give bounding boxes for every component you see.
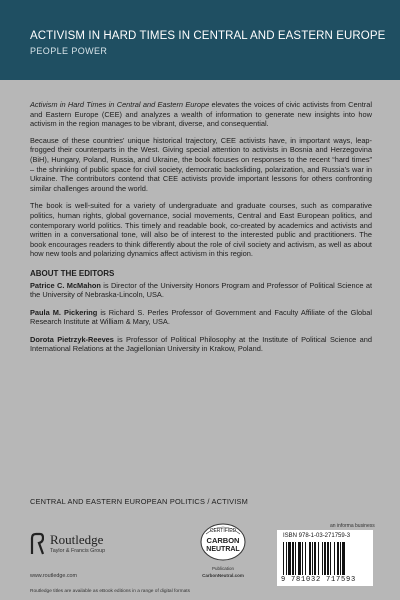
ebook-footnote: Routledge titles are available as eBook editions in a range of digital formats bbox=[30, 589, 190, 594]
barcode-bar bbox=[314, 542, 316, 575]
routledge-r-icon bbox=[30, 532, 44, 556]
editor-name: Paula M. Pickering bbox=[30, 307, 98, 317]
barcode-bar bbox=[324, 542, 326, 575]
carbon-neutral-badge-icon bbox=[198, 520, 248, 565]
barcode-bar bbox=[309, 542, 311, 575]
barcode-digits: 9 781032 717593 bbox=[281, 576, 357, 584]
series-line: CENTRAL AND EASTERN EUROPEAN POLITICS / ACTIVISM bbox=[30, 497, 248, 506]
editor-bio bbox=[30, 335, 372, 354]
barcode-bar bbox=[327, 542, 329, 575]
blurb bbox=[30, 100, 372, 362]
editor-name: Dorota Pietrzyk-Reeves bbox=[30, 334, 114, 344]
publisher-logo bbox=[30, 530, 160, 590]
publisher-url: www.routledge.com bbox=[30, 573, 78, 579]
carbon-publication-label: Publication bbox=[211, 566, 234, 571]
barcode-bar bbox=[342, 542, 345, 575]
blurb-title-italic: Activism in Hard Times in Central and Eastern Europe bbox=[30, 100, 210, 109]
barcode-bar bbox=[337, 542, 339, 575]
blurb-paragraph-1-text: elevates the voices of civic activists from Central and Eastern Europe (CEE) and analyzes a wealth of information to generate new insights into how activism in the region manages to be vibrant, diverse, and consequential. bbox=[30, 100, 372, 129]
book-title: ACTIVISM IN HARD TIMES IN CENTRAL AND EASTERN EUROPE bbox=[30, 30, 386, 42]
barcode-bar bbox=[286, 542, 287, 575]
blurb-paragraph-1 bbox=[30, 100, 372, 129]
barcode-bar bbox=[305, 542, 306, 575]
barcode-bar bbox=[322, 542, 323, 575]
editors-heading: ABOUT THE EDITORS bbox=[30, 268, 115, 278]
barcode-panel bbox=[277, 530, 373, 586]
editor-bio-text: is Richard S. Perles Professor of Government and Faculty Affiliate of the Global Research Institute at William & Mary, USA. bbox=[30, 307, 372, 327]
barcode-bar bbox=[295, 542, 296, 575]
editor-bio bbox=[30, 281, 372, 300]
barcode-bar bbox=[334, 542, 335, 575]
publisher-name: Routledge bbox=[50, 532, 104, 547]
barcode-bar bbox=[302, 542, 303, 575]
barcode-bar bbox=[318, 542, 319, 575]
barcode-bar bbox=[330, 542, 331, 575]
carbon-url: CarbonNeutral.com bbox=[202, 573, 244, 578]
barcode-bar bbox=[292, 542, 294, 575]
editor-bio-text: is Professor of Political Philosophy at the Institute of Political Science and International Relations at the Jagiellonian University in Krakow, Poland. bbox=[30, 334, 372, 354]
barcode-bar bbox=[312, 542, 313, 575]
barcode-bar bbox=[340, 542, 341, 575]
barcode-graphic bbox=[283, 542, 367, 575]
carbon-top-text: CERTIFIED bbox=[209, 528, 237, 534]
barcode-bar bbox=[288, 542, 291, 575]
book-subtitle: PEOPLE POWER bbox=[30, 46, 108, 56]
publisher-group: Taylor & Francis Group bbox=[50, 548, 106, 554]
editor-bio-text: is Director of the University Honors Program and Professor of Political Science at the University of Nebraska-Lincoln, USA. bbox=[30, 280, 372, 300]
informa-label: an informa business bbox=[330, 523, 375, 529]
blurb-paragraph-3: The book is well-suited for a variety of undergraduate and graduate courses, such as comparative politics, human rights, global governance, social movements, Central and East European politics, and contemporary world politics. This timely and readable book, co-created by academics and activists and written in a conversational tone, will also be of interest to the interested public and practitioners. The book encourages readers to think differently about the role of civil society and activism, as well as about how new tools and polarizing dynamics affect activism in this region. bbox=[30, 201, 372, 259]
editor-bio bbox=[30, 308, 372, 327]
carbon-line2-text: NEUTRAL bbox=[206, 546, 240, 553]
blurb-paragraph-2: Because of these countries’ unique historical trajectory, CEE activists have, in important ways, leap-frogged their counterparts in the West. Giving special attention to activists in Bosnia and Herzegovina (BiH), Hungary, Poland, Russia, and Ukraine, the book focuses on responses to the recent “hard times” – the shrinking of public space for civil society, democratic backsliding, polarization, and Russia’s war in Ukraine. The contributors contend that CEE activists provide important lessons for others confronting similar challenges around the world. bbox=[30, 135, 372, 193]
isbn-text: ISBN 978-1-03-271759-3 bbox=[283, 533, 351, 539]
editor-name: Patrice C. McMahon bbox=[30, 280, 101, 290]
barcode-bar bbox=[298, 542, 301, 575]
barcode-bar bbox=[283, 542, 284, 575]
carbon-line1-text: CARBON bbox=[206, 536, 240, 545]
